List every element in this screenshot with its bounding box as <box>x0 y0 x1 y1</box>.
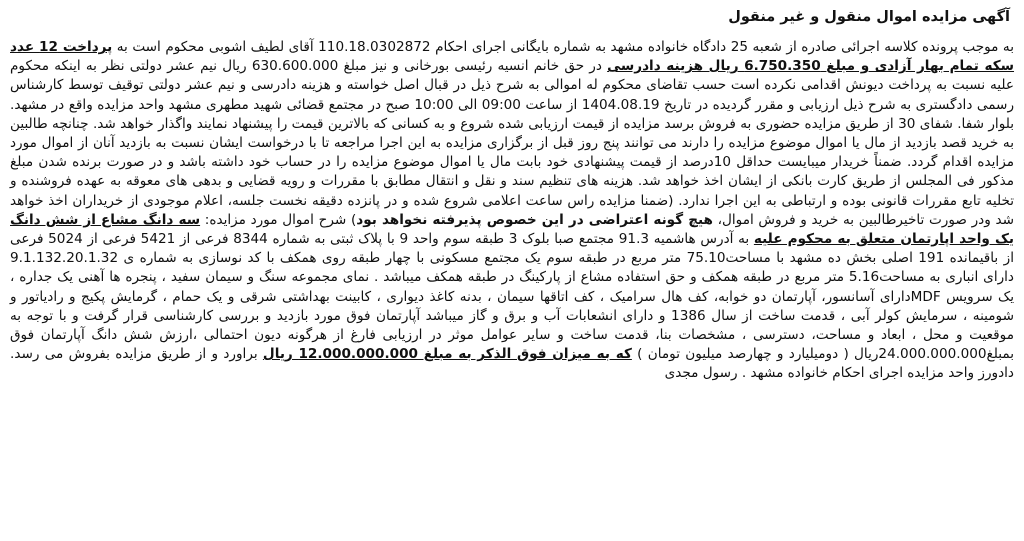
valuation-phrase: که به میزان فوق الذکر به مبلغ 12.000.000.000 ریال <box>262 346 632 363</box>
body-text-6: از ساعت <box>520 96 582 113</box>
body-text-4: در حق خانم انسیه رئیسی بورخانی و نیز مبلغ <box>338 58 608 75</box>
no-objection-phrase: هیچ گونه اعتراضی در این خصوص پذیرفته نخواهد بود <box>356 211 713 228</box>
body-text-9: ) شرح اموال مورد مزایده: <box>200 211 357 228</box>
property-phrase: سه دانگ مشاع از شش دانگ یک واحد اپارتمان متعلق به محکوم علیه <box>10 211 1015 248</box>
auction-date: 1404.08.19 <box>581 96 660 113</box>
body-text-11: براورد و از طریق مزایده بفروش می رسد. دادورز واحد مزایده اجرای احکام خانواده مشهد . رسول مجدی <box>10 346 1014 382</box>
archive-number: 110.18.0302872 <box>318 39 431 55</box>
body-text-5: ریال نیم عشر دولتی نظر به اینکه محکوم علیه نسبت به پرداخت دیونش اقدامی نکرده است حسب تقاضای محکوم له اموالی به شرح ذیل در قبال اصل خواسته و هزینه دادرسی و نیم عشر دولتی توقیف توسط کارشناس رسمی دادگستری به شرح ذیل ارزیابی و مقرر گردیده در تاریخ <box>10 58 1015 113</box>
body-text-7: الی <box>453 96 482 113</box>
payment-phrase: پرداخت 12 عدد سکه تمام بهار آزادی و مبلغ 6.750.350 ریال هزینه دادرسی <box>10 39 1015 75</box>
notice-body <box>10 38 1014 384</box>
government-share-amount: 630.600.000 <box>251 58 339 75</box>
time-to: 10:00 <box>414 96 454 113</box>
body-text-3: آقای لطیف اشوبی محکوم است به <box>112 39 319 55</box>
body-text-2: دادگاه خانواده مشهد به شماره بایگانی اجرای احکام <box>430 39 731 55</box>
body-text-1: به موجب پرونده کلاسه اجرائی صادره از شعبه <box>748 39 1014 55</box>
body-text-10: به آدرس هاشمیه 91.3 مجتمع صبا بلوک 3 طبقه سوم واحد 9 با پلاک ثبتی به شماره 8344 فرعی از 5421 فرعی از 5024 فرعی از باقیمانده 191 اصلی بخش ده مشهد با مساحت75.10 متر مربع در طبقه سوم یک مجتمع مسکونی با چهار طبقه روی همکف با کد نوسازی به شماره ی 9.1.132.20.1.32 دارای انباری به مساحت5.16 متر مربع در طبقه همکف و حق استفاده مشاع از پارکینگ در طبقه همکف میباشد . نمای مجموعه سنگ و سیمان سفید ، پنجره ها آهنی یک جداره ، یک سرویس MDFدارای آسانسور، آپارتمان دو خوابه، کف هال سرامیک ، کف اتاقها سیمان ، بدنه کاغذ دیواری ، کابینت بهداشتی شرقی و یک حمام ، گرمایش پکیج و رادیاتور و شومینه ، سرمایش کولر آبی ، قدمت ساخت از سال 1386 و دارای انشعابات آب و برق و گاز میباشد آپارتمان فوق مورد بازدید و بررسی کارشناسی قرار گرفت و با توجه به موقعیت و محل ، ابعاد و مساحت، دسترسی ، مشخصات بنا، قدمت ساخت و سایر عوامل موثر در ارزیابی فارغ از هرگونه دیون احتمالی ،ارزش شش دانگ آپارتمان فوق بمبلغ24.000.000.000ریال ( دومیلیارد و چهارصد میلیون تومان ) <box>10 231 1015 363</box>
branch-number: 25 <box>730 39 749 55</box>
time-from: 09:00 <box>481 96 521 113</box>
body-text-8: صبح در مجتمع قضائی شهید مطهری مشهد واحد مزایده واقع در مشهد. بلوار شفا. شفای 30 از طریق مزایده حضوری به فروش برسد مزایده از قیمت ارزیابی شده شروع و به کسانی که بالاترین قیمت را پیشنهاد نمایند واگذار خواهد شد. چنانچه طالبین به خرید قصد بازدید از مال یا اموال موضوع مزایده را دارند می توانند پنج روز قبل از برگزاری مزایده به این اجرا مراجعه تا با درخواست ایشان نسبت به بازدید آنان از اموال مورد مزایده اقدام گردد. ضمناً خریدار میبایست حداقل 10درصد از قیمت پیشنهادی خود بابت مال یا اموال موضوع مزایده را در حساب خود داشته باشد و در صورت برنده شدن مبلغ مذکور فی المجلس از طریق کارت بانکی از ایشان اخذ خواهد شد. هزینه های تنظیم سند و نقل و انتقال مطابق با مقررات و رویه قضایی و بدهی های معوقه به عهده فروشنده و تخلیه تابع مقررات قانونی بوده و ارتباطی به این اجرا ندارد. (ضمنا مزایده راس ساعت اعلامی شروع شده و در پانزده دقیقه نخست جلسه، اعلام موجودی از خریداران اخذ خواهد شد ودر صورت تاخیرطالبین به خرید و فروش اموال، <box>10 96 1015 228</box>
notice-title: آگهی مزایده اموال منقول و غیر منقول <box>728 9 1010 25</box>
